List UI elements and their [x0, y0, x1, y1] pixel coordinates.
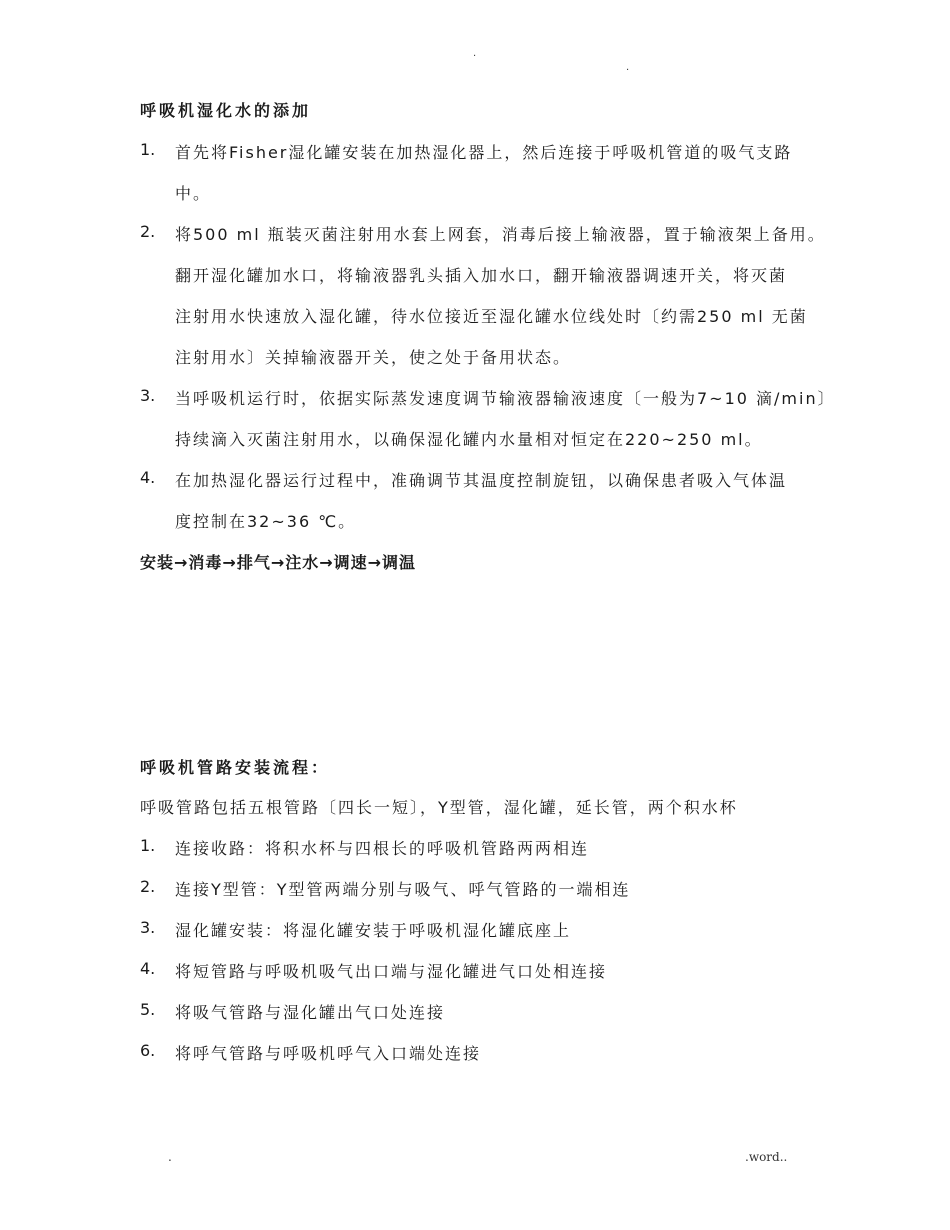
list-item-line: 持续滴入灭菌注射用水，以确保湿化罐内水量相对恒定在220~250 ml。: [175, 430, 763, 449]
footer-right: .word..: [745, 1150, 788, 1164]
section1-title: 呼吸机湿化水的添加: [140, 101, 312, 120]
list-item-text: 将呼气管路与呼吸机呼气入口端处连接: [175, 1044, 482, 1063]
section2-title: 呼吸机管路安装流程：: [140, 758, 331, 777]
header-dot-left: .: [473, 48, 477, 59]
list-item-text: 将短管路与呼吸机吸气出口端与湿化罐进气口处相连接: [175, 962, 608, 981]
list-item-number: 3.: [140, 386, 156, 405]
list-item-line: 注射用水快速放入湿化罐，待水位接近至湿化罐水位线处时〔约需250 ml 无菌: [175, 307, 808, 326]
list-item-text: 连接Y型管：Y型管两端分别与吸气、呼气管路的一端相连: [175, 880, 631, 899]
list-item-line: 首先将Fisher湿化罐安装在加热湿化器上，然后连接于呼吸机管道的吸气支路: [175, 143, 793, 162]
list-item-line: 将500 ml 瓶装灭菌注射用水套上网套，消毒后接上输液器，置于输液架上备用。: [175, 225, 826, 244]
list-item-number: 1.: [140, 836, 156, 855]
list-item-text: 湿化罐安装：将湿化罐安装于呼吸机湿化罐底座上: [175, 921, 572, 940]
list-item-number: 2.: [140, 877, 156, 896]
list-item-line: 翻开湿化罐加水口，将输液器乳头插入加水口，翻开输液器调速开关，将灭菌: [175, 266, 788, 285]
list-item-number: 3.: [140, 918, 156, 937]
list-item-line: 度控制在32~36 ℃。: [175, 512, 357, 531]
list-item-number: 5.: [140, 1000, 156, 1019]
list-item-number: 4.: [140, 468, 156, 487]
header-dot-right: .: [626, 62, 630, 73]
list-item-number: 4.: [140, 959, 156, 978]
footer-left: .: [168, 1150, 172, 1164]
list-item-number: 2.: [140, 222, 156, 241]
list-item-line: 中。: [175, 184, 212, 203]
list-item-line: 在加热湿化器运行过程中，准确调节其温度控制旋钮，以确保患者吸入气体温: [175, 471, 788, 490]
section2-intro: 呼吸管路包括五根管路〔四长一短〕，Y型管，湿化罐，延长管，两个积水杯: [140, 798, 738, 817]
list-item-text: 将吸气管路与湿化罐出气口处连接: [175, 1003, 446, 1022]
list-item-number: 6.: [140, 1041, 156, 1060]
list-item-number: 1.: [140, 140, 156, 159]
flow-summary: 安装→消毒→排气→注水→调速→调温: [140, 553, 417, 572]
list-item-text: 连接收路：将积水杯与四根长的呼吸机管路两两相连: [175, 839, 590, 858]
list-item-line: 当呼吸机运行时，依据实际蒸发速度调节输液器输液速度〔一般为7~10 滴/min〕: [175, 389, 836, 408]
list-item-line: 注射用水〕关掉输液器开关，使之处于备用状态。: [175, 348, 572, 367]
